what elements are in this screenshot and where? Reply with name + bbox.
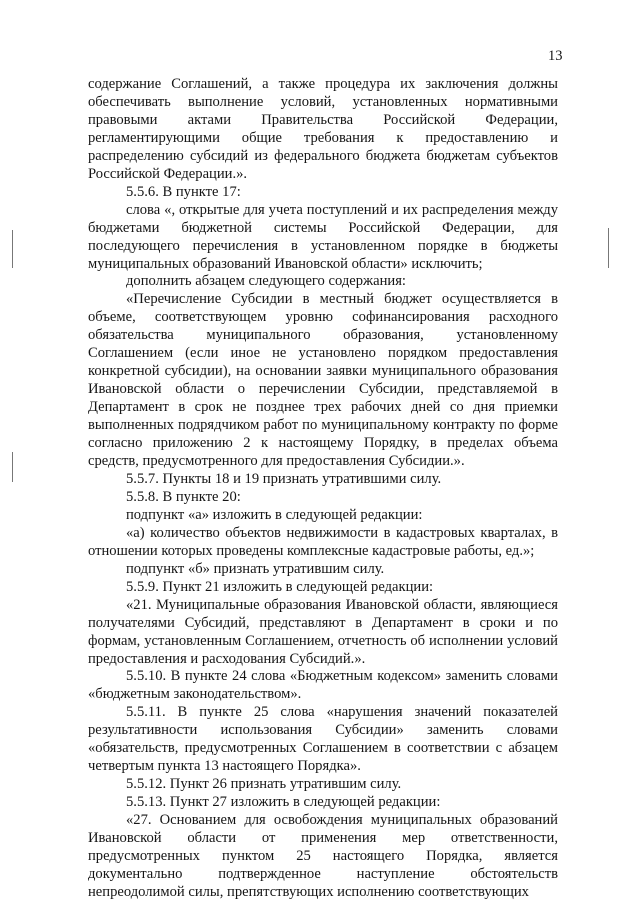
paragraph: подпункт «а» изложить в следующей редакции:: [126, 506, 423, 523]
paragraph: 5.5.13. Пункт 27 изложить в следующей редакции:: [126, 794, 441, 811]
scan-margin-mark: [608, 228, 609, 268]
paragraph: 5.5.7. Пункты 18 и 19 признать утратившими силу.: [126, 470, 442, 487]
paragraph: подпункт «б» признать утратившим силу.: [126, 560, 385, 577]
page-number: 13: [548, 48, 563, 64]
paragraph: дополнить абзацем следующего содержания:: [126, 273, 406, 290]
paragraph: 5.5.6. В пункте 17:: [126, 183, 241, 200]
paragraph: 5.5.11. В пункте 25 слова «нарушения значений показателей результативности использования Субсидии» заменить словами «обязательств, предусмотренных Соглашением в соответствии с абзацем четвертым пункта 13 настоящего Порядка».: [88, 704, 558, 775]
paragraph: «21. Муниципальные образования Ивановской области, являющиеся получателями Субсидий, представляют в Департамент в сроки и по формам, установленным Соглашением, отчетность об исполнении условий предоставления и расходования Субсидий.».: [88, 596, 558, 667]
paragraph: 5.5.12. Пункт 26 признать утратившим силу.: [126, 776, 402, 793]
paragraph: «27. Основанием для освобождения муниципальных образований Ивановской области от применения мер ответственности, предусмотренных пунктом 25 настоящего Порядка, является документально подтвержденное наступление обстоятельств непреодолимой силы, препятствующих исполнению соответствующих: [88, 812, 558, 900]
paragraph: слова «, открытые для учета поступлений и их распределения между бюджетами бюджетной системы Российской Федерации, для последующего перечисления в установленном порядке в бюджеты муниципальных образований Ивановской области» исключить;: [88, 201, 558, 272]
paragraph: «Перечисление Субсидии в местный бюджет осуществляется в объеме, соответствующем уровню софинансирования расходного обязательства муниципального образования, установленному Соглашением (если иное не установлено порядком предоставления конкретной субсидии), на основании заявки муниципального образования Ивановской области о перечислении Субсидии, представляемой в Департамент в срок не позднее трех рабочих дней со дня приемки выполненных подрядчиком работ по муниципальному контракту по форме согласно приложению 2 к настоящему Порядку, в пределах объема средств, предусмотренного для предоставления Субсидии.».: [88, 291, 558, 470]
paragraph: 5.5.9. Пункт 21 изложить в следующей редакции:: [126, 578, 434, 595]
paragraph: содержание Соглашений, а также процедура их заключения должны обеспечивать выполнение условий, установленных нормативными правовыми актами Правительства Российской Федерации, регламентирующими общие требования к предоставлению и распределению субсидий из федерального бюджета бюджетам субъектов Российской Федерации.».: [88, 76, 558, 182]
scan-margin-mark: [12, 452, 13, 482]
paragraph: 5.5.10. В пункте 24 слова «Бюджетным кодексом» заменить словами «бюджетным законодательством».: [88, 668, 558, 703]
paragraph: 5.5.8. В пункте 20:: [126, 488, 241, 505]
document-body: [88, 76, 558, 902]
scan-margin-mark: [12, 230, 13, 268]
paragraph: «а) количество объектов недвижимости в кадастровых кварталах, в отношении которых проведены комплексные кадастровые работы, ед.»;: [88, 524, 558, 559]
